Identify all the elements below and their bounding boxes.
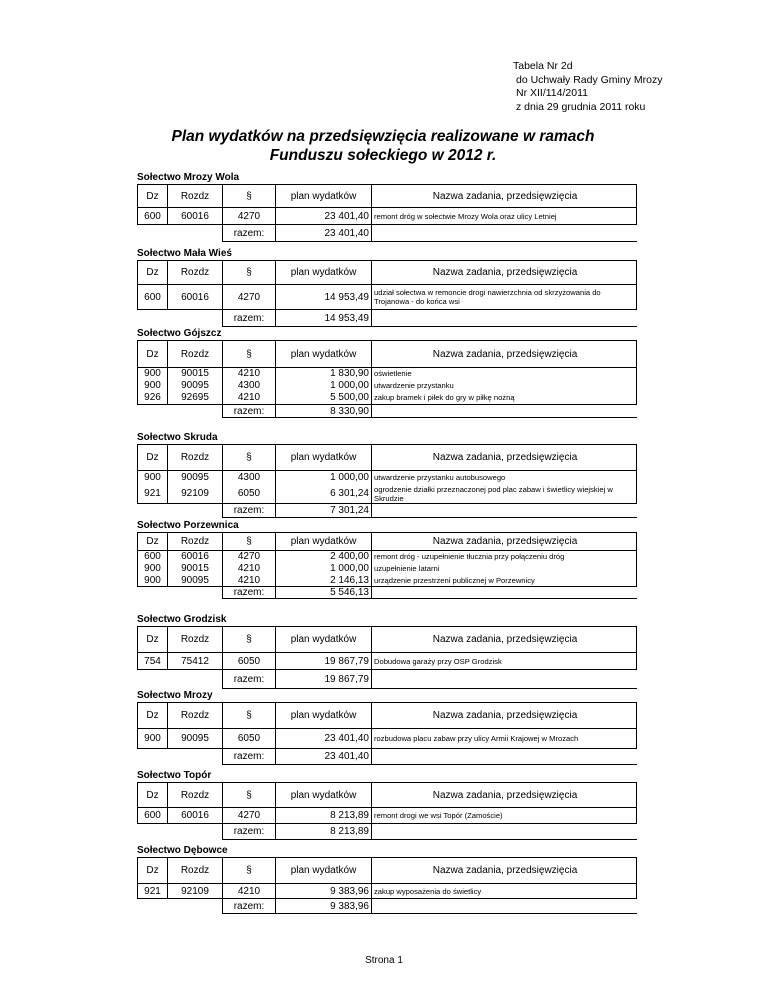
total-amount: 8 213,89 [276,824,372,840]
total-row [138,824,637,840]
cell-paragraph: 6050 [223,729,276,749]
expense-table [137,184,637,242]
cell-rozdz: 90095 [168,471,223,485]
empty-cell [168,225,223,242]
empty-cell [138,587,168,599]
col-dz-header: Dz [138,703,168,729]
cell-task-name: rozbudowa placu zabaw przy ulicy Armii Krajowej w Mrozach [372,729,637,749]
cell-dz: 600 [138,208,168,225]
expense-table [137,857,637,914]
col-name-header: Nazwa zadania, przedsięwzięcia [372,627,637,653]
total-label: razem: [223,405,276,418]
total-label: razem: [223,899,276,914]
empty-cell [372,310,637,327]
cell-amount: 9 383,96 [276,884,372,899]
col-rozdz-header: Rozdz [168,858,223,884]
cell-amount: 19 867,79 [276,653,372,670]
cell-task-name: remont dróg w sołectwie Mrozy Wola oraz ulicy Letniej [372,208,637,225]
empty-cell [372,899,637,914]
section-1 [137,172,637,242]
col-plan-header: plan wydatków [276,703,372,729]
cell-task-name: utwardzenie przystanku [372,380,637,392]
col-rozdz-header: Rozdz [168,783,223,808]
table-row [138,285,637,310]
cell-dz: 754 [138,653,168,670]
col-name-header: Nazwa zadania, przedsięwzięcia [372,783,637,808]
cell-dz: 900 [138,563,168,575]
empty-cell [138,405,168,418]
col-name-header: Nazwa zadania, przedsięwzięcia [372,858,637,884]
col-dz-header: Dz [138,261,168,285]
empty-cell [138,503,168,517]
total-label: razem: [223,225,276,242]
section-title: Sołectwo Mała Wieś [137,248,232,259]
col-name-header: Nazwa zadania, przedsięwzięcia [372,533,637,551]
cell-paragraph: 6050 [223,653,276,670]
section-2 [137,248,637,327]
section-title: Sołectwo Mrozy Wola [137,172,240,183]
cell-rozdz: 90015 [168,368,223,380]
empty-cell [372,749,637,765]
empty-cell [168,503,223,517]
col-paragraph-header: § [223,858,276,884]
table-row [138,563,637,575]
resolution-header [513,60,662,114]
total-amount: 19 867,79 [276,670,372,689]
col-rozdz-header: Rozdz [168,703,223,729]
section-title: Sołectwo Skruda [137,432,218,443]
total-amount: 14 953,49 [276,310,372,327]
col-dz-header: Dz [138,341,168,368]
cell-paragraph: 4270 [223,208,276,225]
table-row [138,471,637,485]
cell-rozdz: 60016 [168,551,223,563]
total-label: razem: [223,310,276,327]
cell-dz: 926 [138,392,168,405]
total-amount: 9 383,96 [276,899,372,914]
col-plan-header: plan wydatków [276,533,372,551]
col-paragraph-header: § [223,533,276,551]
cell-paragraph: 4270 [223,551,276,563]
cell-dz: 600 [138,808,168,824]
section-title: Sołectwo Porzewnica [137,520,239,531]
col-rozdz-header: Rozdz [168,261,223,285]
col-plan-header: plan wydatków [276,341,372,368]
total-label: razem: [223,749,276,765]
col-paragraph-header: § [223,703,276,729]
empty-cell [138,824,168,840]
cell-task-name: zakup wyposażenia do świetlicy [372,884,637,899]
empty-cell [168,749,223,765]
table-row [138,208,637,225]
empty-cell [372,405,637,418]
cell-paragraph: 4270 [223,285,276,310]
col-rozdz-header: Rozdz [168,341,223,368]
cell-dz: 900 [138,471,168,485]
page-footer: Strona 1 [365,955,403,966]
cell-task-name: ogrodzenie działki przeznaczonej pod plac zabaw i świetlicy wiejskiej w Skrudzie [372,485,637,504]
total-amount: 23 401,40 [276,749,372,765]
col-rozdz-header: Rozdz [168,627,223,653]
col-dz-header: Dz [138,627,168,653]
empty-cell [372,503,637,517]
cell-amount: 5 500,00 [276,392,372,405]
cell-dz: 600 [138,285,168,310]
cell-amount: 2 400,00 [276,551,372,563]
cell-task-name: udział sołectwa w remoncie drogi nawierzchnia od skrzyżowania do Trojanowa - do końca wsi [372,285,637,310]
col-paragraph-header: § [223,185,276,208]
total-amount: 7 301,24 [276,503,372,517]
cell-paragraph: 4210 [223,392,276,405]
cell-paragraph: 4210 [223,368,276,380]
col-dz-header: Dz [138,185,168,208]
cell-rozdz: 90095 [168,380,223,392]
empty-cell [138,310,168,327]
col-paragraph-header: § [223,627,276,653]
cell-dz: 600 [138,551,168,563]
cell-amount: 1 000,00 [276,471,372,485]
col-rozdz-header: Rozdz [168,533,223,551]
total-amount: 23 401,40 [276,225,372,242]
cell-rozdz: 90015 [168,563,223,575]
cell-amount: 1 000,00 [276,380,372,392]
cell-paragraph: 4300 [223,380,276,392]
empty-cell [168,899,223,914]
empty-cell [168,310,223,327]
expense-table [137,340,637,418]
table-row [138,808,637,824]
table-header-row [138,858,637,884]
empty-cell [372,824,637,840]
cell-amount: 6 301,24 [276,485,372,504]
cell-dz: 921 [138,884,168,899]
cell-task-name: Dobudowa garaży przy OSP Grodzisk [372,653,637,670]
cell-dz: 900 [138,729,168,749]
table-row [138,729,637,749]
cell-dz: 921 [138,485,168,504]
total-amount: 8 330,90 [276,405,372,418]
section-3 [137,328,637,418]
cell-amount: 1 830,90 [276,368,372,380]
cell-task-name: remont drogi we wsi Topór (Zamoście) [372,808,637,824]
empty-cell [138,749,168,765]
table-header-row [138,627,637,653]
cell-paragraph: 4210 [223,563,276,575]
section-title: Sołectwo Dębowce [137,845,228,856]
cell-amount: 23 401,40 [276,729,372,749]
cell-dz: 900 [138,368,168,380]
cell-paragraph: 4210 [223,884,276,899]
empty-cell [138,899,168,914]
total-label: razem: [223,670,276,689]
total-row [138,310,637,327]
col-name-header: Nazwa zadania, przedsięwzięcia [372,261,637,285]
section-7 [137,690,637,765]
expense-table [137,444,637,518]
expense-table [137,782,637,840]
title-line: Plan wydatków na przedsięwzięcia realizowane w ramach [171,128,595,145]
table-row [138,368,637,380]
col-name-header: Nazwa zadania, przedsięwzięcia [372,185,637,208]
cell-amount: 14 953,49 [276,285,372,310]
cell-paragraph: 4210 [223,575,276,587]
total-label: razem: [223,503,276,517]
col-dz-header: Dz [138,533,168,551]
total-label: razem: [223,587,276,599]
table-header-row [138,185,637,208]
header-line: Tabela Nr 2d [513,60,573,72]
cell-task-name: utwardzenie przystanku autobusowego [372,471,637,485]
cell-rozdz: 60016 [168,808,223,824]
section-4 [137,432,637,518]
total-label: razem: [223,824,276,840]
total-row [138,749,637,765]
section-title: Sołectwo Topór [137,770,212,781]
cell-task-name: remont dróg - uzupełnienie tłucznia przy połączeniu dróg [372,551,637,563]
header-line: do Uchwały Rady Gminy Mrozy [516,73,663,86]
col-plan-header: plan wydatków [276,261,372,285]
total-row [138,405,637,418]
section-8 [137,770,637,840]
empty-cell [138,670,168,689]
section-title: Sołectwo Mrozy [137,690,213,701]
col-plan-header: plan wydatków [276,445,372,471]
empty-cell [138,225,168,242]
expense-table [137,626,637,689]
cell-amount: 1 000,00 [276,563,372,575]
table-row [138,485,637,504]
section-5 [137,520,637,599]
table-header-row [138,261,637,285]
cell-task-name: oświetlenie [372,368,637,380]
total-row [138,225,637,242]
cell-rozdz: 90095 [168,575,223,587]
col-paragraph-header: § [223,341,276,368]
col-paragraph-header: § [223,783,276,808]
empty-cell [372,225,637,242]
cell-task-name: urządzenie przestrzeni publicznej w Porzewnicy [372,575,637,587]
header-line: z dnia 29 grudnia 2011 roku [516,100,646,113]
cell-paragraph: 4300 [223,471,276,485]
cell-rozdz: 60016 [168,208,223,225]
cell-rozdz: 75412 [168,653,223,670]
total-amount: 5 546,13 [276,587,372,599]
cell-dz: 900 [138,575,168,587]
col-dz-header: Dz [138,445,168,471]
section-9 [137,845,637,914]
title-line: Funduszu sołeckiego w 2012 r. [269,147,497,164]
col-paragraph-header: § [223,445,276,471]
total-row [138,670,637,689]
col-dz-header: Dz [138,783,168,808]
cell-amount: 8 213,89 [276,808,372,824]
total-row [138,587,637,599]
section-title: Sołectwo Grodzisk [137,614,227,625]
col-plan-header: plan wydatków [276,627,372,653]
table-row [138,884,637,899]
total-row [138,899,637,914]
empty-cell [372,587,637,599]
col-rozdz-header: Rozdz [168,185,223,208]
col-plan-header: plan wydatków [276,858,372,884]
section-6 [137,614,637,689]
col-dz-header: Dz [138,858,168,884]
table-row [138,551,637,563]
col-name-header: Nazwa zadania, przedsięwzięcia [372,703,637,729]
total-row [138,503,637,517]
cell-task-name: zakup bramek i piłek do gry w piłkę nożną [372,392,637,405]
cell-rozdz: 92109 [168,485,223,504]
table-row [138,380,637,392]
table-header-row [138,703,637,729]
cell-paragraph: 4270 [223,808,276,824]
cell-amount: 2 146,13 [276,575,372,587]
table-header-row [138,445,637,471]
empty-cell [168,670,223,689]
section-title: Sołectwo Gójszcz [137,328,222,339]
expense-table [137,260,637,327]
empty-cell [168,405,223,418]
col-plan-header: plan wydatków [276,783,372,808]
expense-table [137,532,637,599]
cell-dz: 900 [138,380,168,392]
table-header-row [138,533,637,551]
col-rozdz-header: Rozdz [168,445,223,471]
header-line: Nr XII/114/2011 [516,87,588,99]
col-name-header: Nazwa zadania, przedsięwzięcia [372,445,637,471]
table-row [138,653,637,670]
cell-task-name: uzupełnienie latarni [372,563,637,575]
empty-cell [372,670,637,689]
cell-rozdz: 90095 [168,729,223,749]
document-title [130,127,636,165]
cell-paragraph: 6050 [223,485,276,504]
cell-rozdz: 92695 [168,392,223,405]
cell-rozdz: 92109 [168,884,223,899]
col-plan-header: plan wydatków [276,185,372,208]
expense-table [137,702,637,765]
col-name-header: Nazwa zadania, przedsięwzięcia [372,341,637,368]
empty-cell [168,587,223,599]
cell-rozdz: 60016 [168,285,223,310]
table-header-row [138,783,637,808]
table-row [138,575,637,587]
col-paragraph-header: § [223,261,276,285]
cell-amount: 23 401,40 [276,208,372,225]
table-header-row [138,341,637,368]
empty-cell [168,824,223,840]
table-row [138,392,637,405]
